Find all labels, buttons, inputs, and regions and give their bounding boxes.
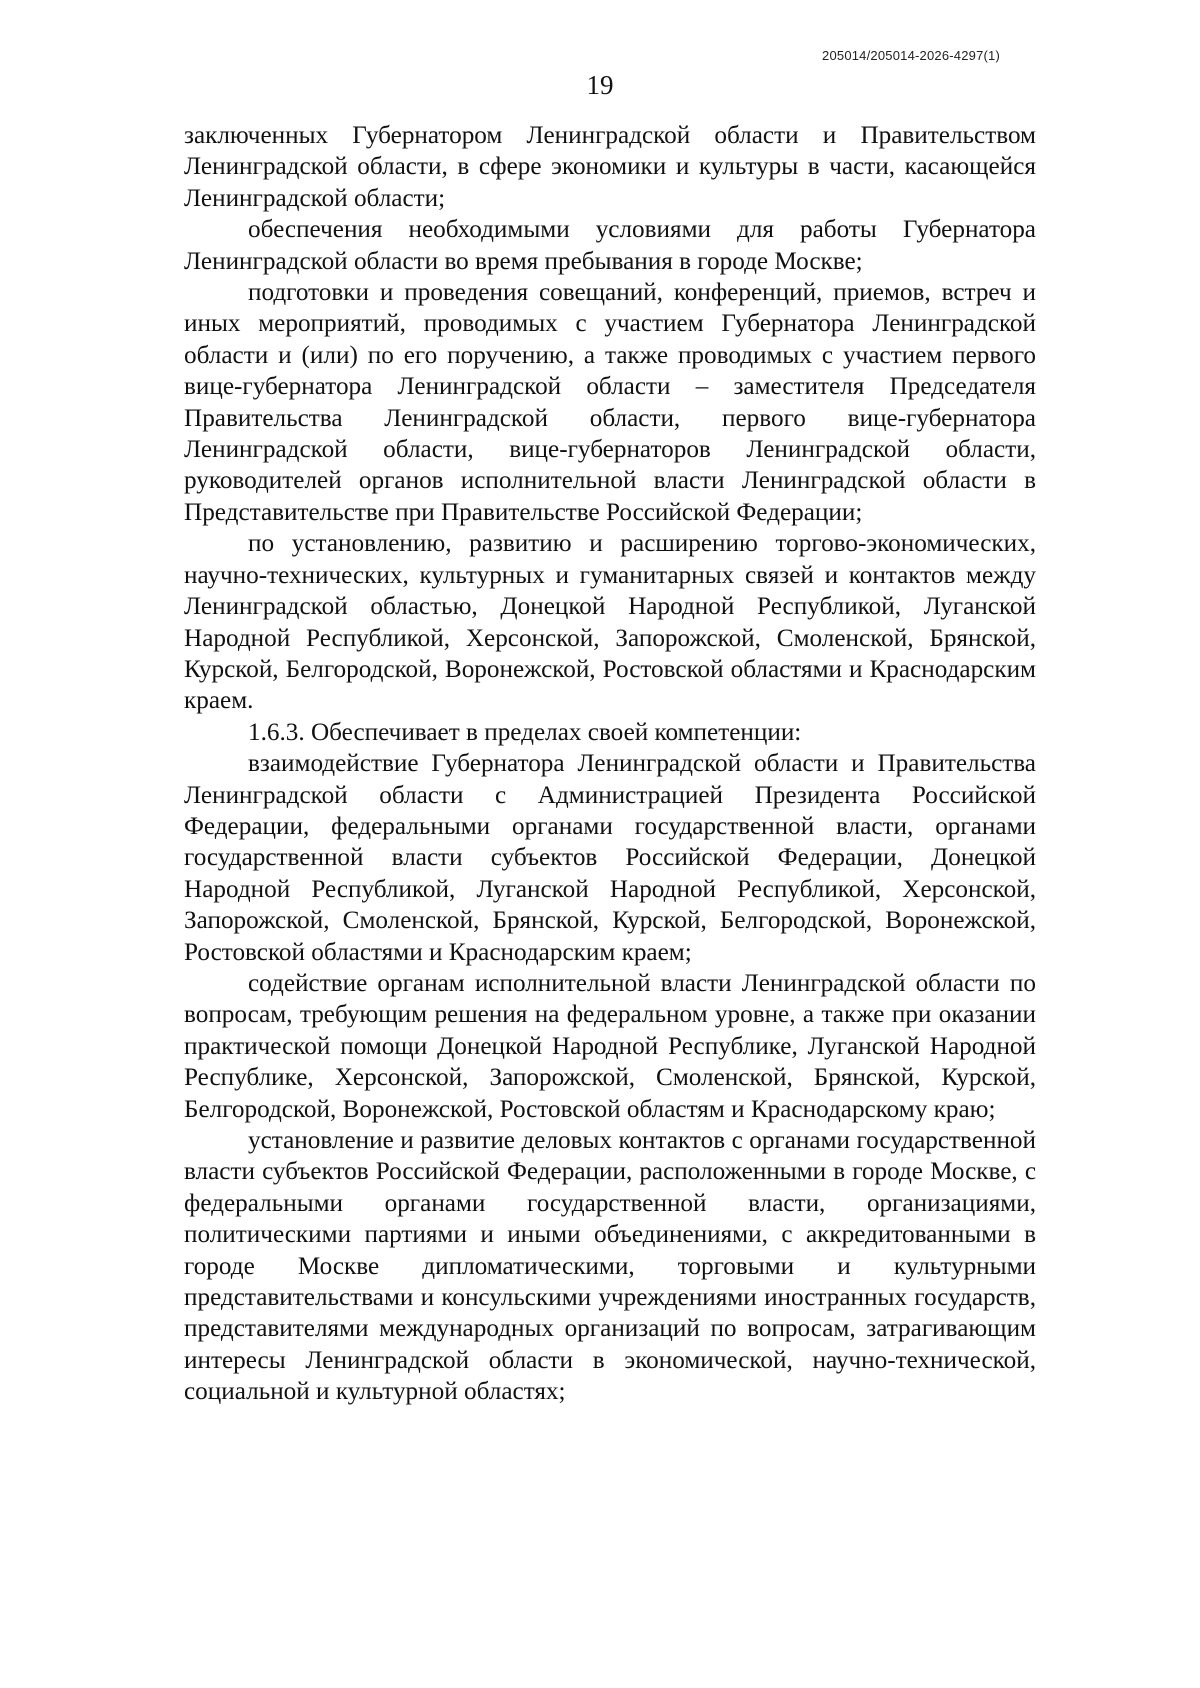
clause-1-6-3-heading: 1.6.3. Обеспечивает в пределах своей компетенции: [248,718,802,746]
paragraph-8: установление и развитие деловых контактов с органами государственной власти субъектов Российской Федерации, расположенными в городе Москве, с федеральными органами государственной власти, организациями, политическими партиями и иными объединениями, с аккредитованными в городе Москве дипломатическими, торговыми и культурными представительствами и консульскими учреждениями иностранных государств, представителями международных организаций по вопросам, затрагивающим интересы Ленинградской области в экономической, научно-технической, социальной и культурной областях; [184,1127,1036,1406]
paragraph-4: по установлению, развитию и расширению торгово-экономических, научно-технических, культурных и гуманитарных связей и контактов между Ленинградской областью, Донецкой Народной Республикой, Луганской Народной Республикой, Херсонской, Запорожской, Смоленской, Брянской, Курской, Белгородской, Воронежской, Ростовской областями и Краснодарским краем. [184,530,1036,715]
document-body [184,120,1036,1408]
paragraph-6: взаимодействие Губернатора Ленинградской области и Правительства Ленинградской области с Администрацией Президента Российской Федерации, федеральными органами государственной власти, органами государственной власти субъектов Российской Федерации, Донецкой Народной Республикой, Луганской Народной Республикой, Херсонской, Запорожской, Смоленской, Брянской, Курской, Белгородской, Воронежской, Ростовской областями и Краснодарским краем; [184,750,1036,966]
page-number: 19 [586,70,614,100]
paragraph-7: содействие органам исполнительной власти Ленинградской области по вопросам, требующим решения на федеральном уровне, а также при оказании практической помощи Донецкой Народной Республике, Луганской Народной Республике, Херсонской, Запорожской, Смоленской, Брянской, Курской, Белгородской, Воронежской, Ростовской областям и Краснодарскому краю; [184,969,1036,1123]
paragraph-3: подготовки и проведения совещаний, конференций, приемов, встреч и иных мероприятий, проводимых с участием Губернатора Ленинградской области и (или) по его поручению, а также проводимых с участием первого вице-губернатора Ленинградской области – заместителя Председателя Правительства Ленинградской области, первого вице-губернатора Ленинградской области, вице-губернаторов Ленинградской области, руководителей органов исполнительной власти Ленинградской области в Представительстве при Правительстве Российской Федерации; [184,279,1036,526]
paragraph-1: заключенных Губернатором Ленинградской области и Правительством Ленинградской области, в сфере экономики и культуры в части, касающейся Ленинградской области; [184,122,1036,212]
document-registration-number: 205014/205014-2026-4297(1) [822,48,1000,63]
paragraph-2: обеспечения необходимыми условиями для работы Губернатора Ленинградской области во время пребывания в городе Москве; [184,216,1036,275]
